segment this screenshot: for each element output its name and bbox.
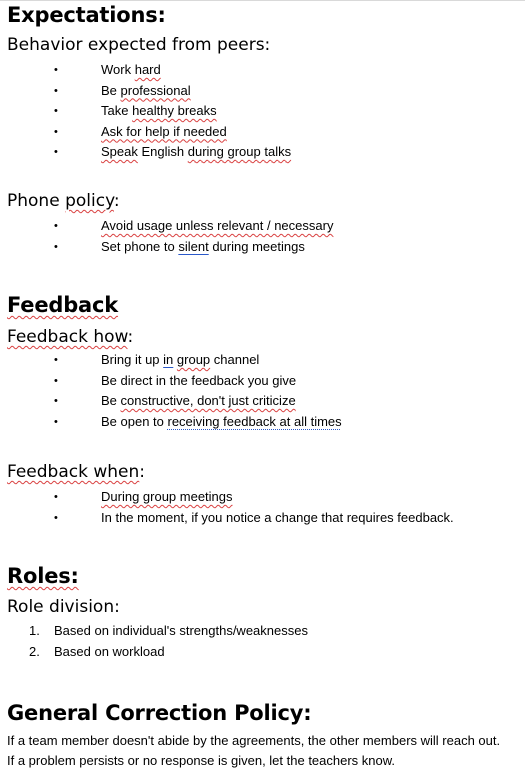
subheading-phone-policy bbox=[7, 190, 120, 212]
subheading-colon: : bbox=[139, 462, 146, 482]
subheading-text: Phone bbox=[7, 191, 66, 211]
list-item bbox=[7, 216, 522, 237]
heading-roles bbox=[7, 563, 79, 589]
spelling-flag: during group talks bbox=[187, 144, 292, 159]
subheading-feedback-how bbox=[7, 326, 133, 348]
spelling-flag: healthy breaks bbox=[132, 103, 217, 118]
list-item-text: Set phone to bbox=[101, 238, 179, 254]
list-item bbox=[7, 350, 522, 371]
spelling-flag: Feedback when bbox=[7, 462, 140, 482]
spelling-flag: During group meetings bbox=[101, 489, 233, 504]
subheading-role-division: Role division: bbox=[7, 597, 120, 617]
list-item: • Be professional bbox=[7, 81, 522, 102]
list-item: • Work hard bbox=[7, 60, 522, 81]
list-item bbox=[7, 122, 522, 143]
subheading-colon: : bbox=[113, 191, 120, 211]
list-item: • Be direct in the feedback you give bbox=[7, 371, 522, 392]
list-item bbox=[7, 621, 522, 642]
list-item: • Take healthy breaks bbox=[7, 101, 522, 122]
paragraph-line: If a problem persists or no response is given, let the teachers know. bbox=[7, 753, 396, 768]
spelling-flag: group bbox=[176, 352, 211, 367]
list-number: 1. bbox=[29, 623, 40, 638]
spelling-flag: Speak bbox=[101, 144, 138, 159]
subheading-feedback-when bbox=[7, 461, 145, 483]
spelling-flag: policy bbox=[65, 191, 114, 211]
subheading-behavior-peers: Behavior expected from peers: bbox=[7, 35, 271, 55]
list-item bbox=[7, 642, 522, 663]
list-item bbox=[7, 237, 522, 258]
list-item-text: channel bbox=[210, 352, 260, 367]
list-item: • Speak English during group talks bbox=[7, 142, 522, 163]
spelling-flag: constructive, don't just criticize bbox=[120, 393, 296, 408]
list-number: 2. bbox=[29, 643, 40, 659]
list-feedback-how bbox=[7, 350, 522, 432]
subheading-colon: : bbox=[127, 327, 134, 347]
grammar-flag: silent bbox=[178, 238, 209, 254]
list-item-text: Be bbox=[101, 393, 121, 408]
list-item-text: Based on workload bbox=[54, 643, 165, 659]
spelling-flag: Ask for help if needed bbox=[101, 123, 227, 139]
list-item bbox=[7, 391, 522, 412]
list-item bbox=[7, 412, 522, 433]
heading-expectations: Expectations: bbox=[7, 3, 166, 27]
heading-general-correction-policy: General Correction Policy: bbox=[7, 701, 312, 725]
grammar-flag: receiving feedback at all times bbox=[167, 413, 342, 429]
list-item-text: during meetings bbox=[208, 238, 305, 254]
list-item bbox=[7, 487, 522, 508]
list-item-text: Be open to bbox=[101, 413, 168, 429]
page-top-border bbox=[0, 0, 525, 1]
spelling-flag: Feedback how bbox=[7, 327, 128, 347]
spelling-flag: hard bbox=[134, 62, 161, 77]
list-phone-policy bbox=[7, 216, 522, 257]
list-item-text: Based on individual's strengths/weaknesses bbox=[54, 623, 308, 638]
spelling-flag: professional bbox=[120, 82, 191, 98]
list-feedback-when bbox=[7, 487, 522, 528]
list-role-division bbox=[7, 621, 522, 662]
heading-feedback bbox=[7, 292, 118, 318]
paragraph-line: If a team member doesn't abide by the agreements, the other members will reach out. bbox=[7, 733, 501, 748]
list-item: • In the moment, if you notice a change that requires feedback. bbox=[7, 508, 522, 529]
grammar-flag: in bbox=[163, 352, 174, 367]
spelling-flag: Roles: bbox=[7, 564, 79, 588]
spelling-flag: Feedback bbox=[7, 293, 119, 317]
list-item-text: Bring it up bbox=[101, 352, 164, 367]
correction-policy-text bbox=[7, 731, 500, 771]
spelling-flag: Avoid usage unless relevant / necessary bbox=[101, 218, 334, 233]
list-peer-behaviors bbox=[7, 60, 522, 163]
